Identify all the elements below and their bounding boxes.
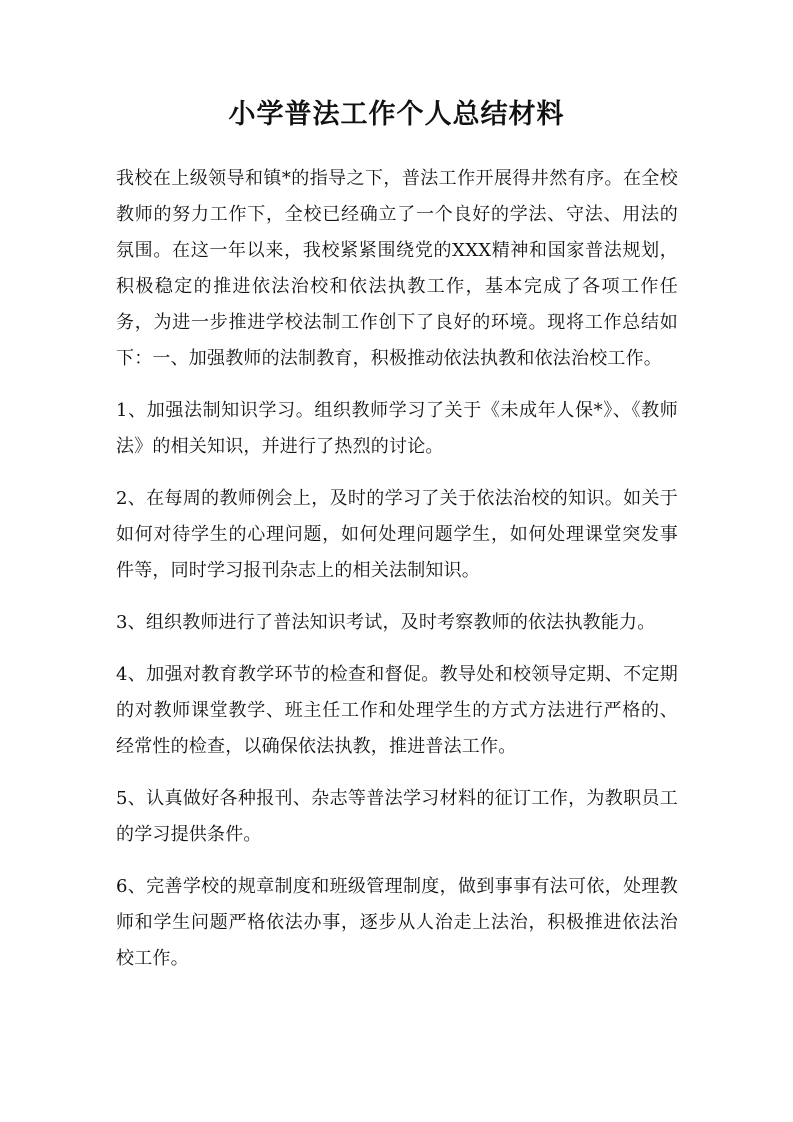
- paragraph-item-3: 3、组织教师进行了普法知识考试，及时考察教师的依法执教能力。: [116, 612, 656, 633]
- paragraph-item-6: 6、完善学校的规章制度和班级管理制度，做到事事有法可依，处理教师和学生问题严格依法办事，逐步从人治走上法治，积极推进依法治校工作。: [116, 876, 678, 969]
- paragraph-item-2: 2、在每周的教师例会上，及时的学习了关于依法治校的知识。如关于如何对待学生的心理问题，如何处理问题学生，如何处理课堂突发事件等，同时学习报刊杂志上的相关法制知识。: [116, 488, 678, 581]
- paragraph-item-1: 1、加强法制知识学习。组织教师学习了关于《未成年人保*》、《教师法》的相关知识，并进行了热烈的讨论。: [116, 400, 678, 457]
- paragraph-item-4: 4、加强对教育教学环节的检查和督促。教导处和校领导定期、不定期的对教师课堂教学、班主任工作和处理学生的方式方法进行严格的、经常性的检查，以确保依法执教，推进普法工作。: [116, 664, 678, 757]
- paragraph-item-5: 5、认真做好各种报刊、杂志等普法学习材料的征订工作，为教职员工的学习提供条件。: [116, 788, 678, 845]
- document-body: [116, 161, 678, 993]
- intro-paragraph: 我校在上级领导和镇*的指导之下，普法工作开展得井然有序。在全校教师的努力工作下，全校已经确立了一个良好的学法、守法、用法的氛围。在这一年以来，我校紧紧围绕党的XXX精神和国家普法规划，积极稳定的推进依法治校和依法执教工作，基本完成了各项工作任务，为进一步推进学校法制工作创下了良好的环境。现将工作总结如下：一、加强教师的法制教育，积极推动依法执教和依法治校工作。: [116, 168, 678, 369]
- document-title: 小学普法工作个人总结材料: [228, 99, 565, 130]
